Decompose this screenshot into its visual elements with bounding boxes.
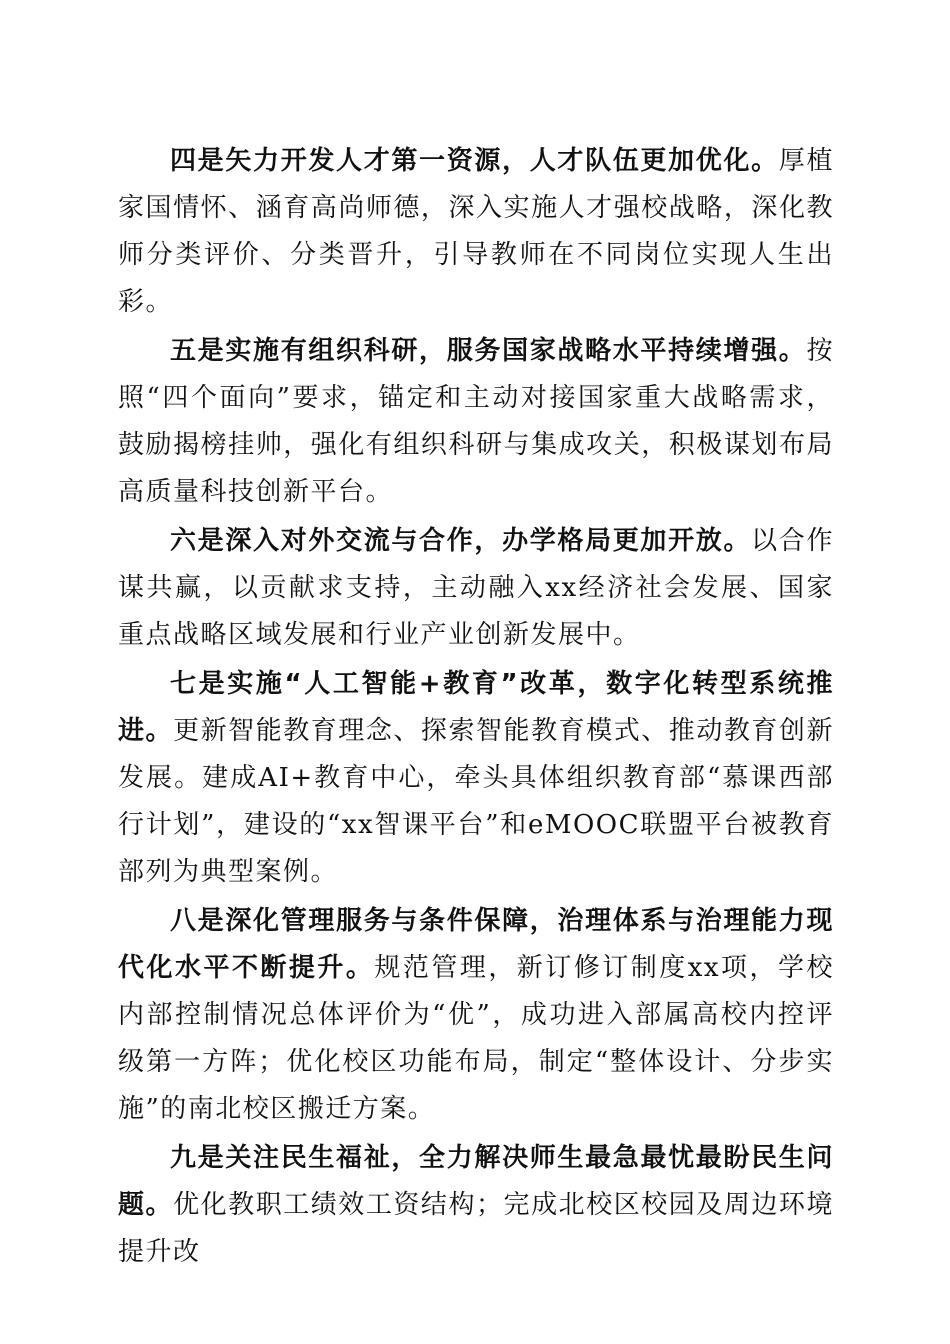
paragraph-5	[118, 328, 834, 516]
paragraph-4	[118, 138, 834, 326]
paragraph-text: 规范管理，新订修订制度xx项，学校内部控制情况总体评价为“优”，成功进入部属高校内控评级第一方阵；优化校区功能布局，制定“整体设计、分步实施”的南北校区搬迁方案。	[118, 953, 834, 1124]
paragraph-9	[118, 1135, 834, 1276]
paragraph-lead: 七是实施“人工智能+教育”改革，数字化转型系统推进。	[118, 669, 834, 746]
paragraph-7	[118, 661, 834, 896]
paragraph-text: 按照“四个面向”要求，锚定和主动对接国家重大战略需求，鼓励揭榜挂帅，强化有组织科研与集成攻关，积极谋划布局高质量科技创新平台。	[118, 336, 834, 507]
paragraph-6	[118, 518, 834, 659]
paragraph-lead: 五是实施有组织科研，服务国家战略水平持续增强。	[170, 336, 807, 366]
paragraph-lead: 九是关注民生福祉，全力解决师生最急最忧最盼民生问题。	[118, 1143, 834, 1220]
paragraph-8	[118, 898, 834, 1133]
document-body	[118, 138, 834, 1278]
paragraph-lead: 四是矢力开发人才第一资源，人才队伍更加优化。	[170, 146, 779, 176]
paragraph-text: 厚植家国情怀、涵育高尚师德，深入实施人才强校战略，深化教师分类评价、分类晋升，引导教师在不同岗位实现人生出彩。	[118, 146, 834, 317]
paragraph-lead: 六是深入对外交流与合作，办学格局更加开放。	[170, 526, 752, 556]
paragraph-text: 更新智能教育理念、探索智能教育模式、推动教育创新发展。建成AI+教育中心，牵头具体组织教育部“慕课西部行计划”，建设的“xx智课平台”和eMOOC联盟平台被教育部列为典型案例。	[118, 716, 834, 887]
paragraph-lead: 八是深化管理服务与条件保障，治理体系与治理能力现代化水平不断提升。	[118, 906, 834, 983]
paragraph-text: 以合作谋共赢，以贡献求支持，主动融入xx经济社会发展、国家重点战略区域发展和行业产业创新发展中。	[118, 526, 834, 650]
paragraph-text: 优化教职工绩效工资结构；完成北校区校园及周边环境提升改	[118, 1190, 834, 1267]
